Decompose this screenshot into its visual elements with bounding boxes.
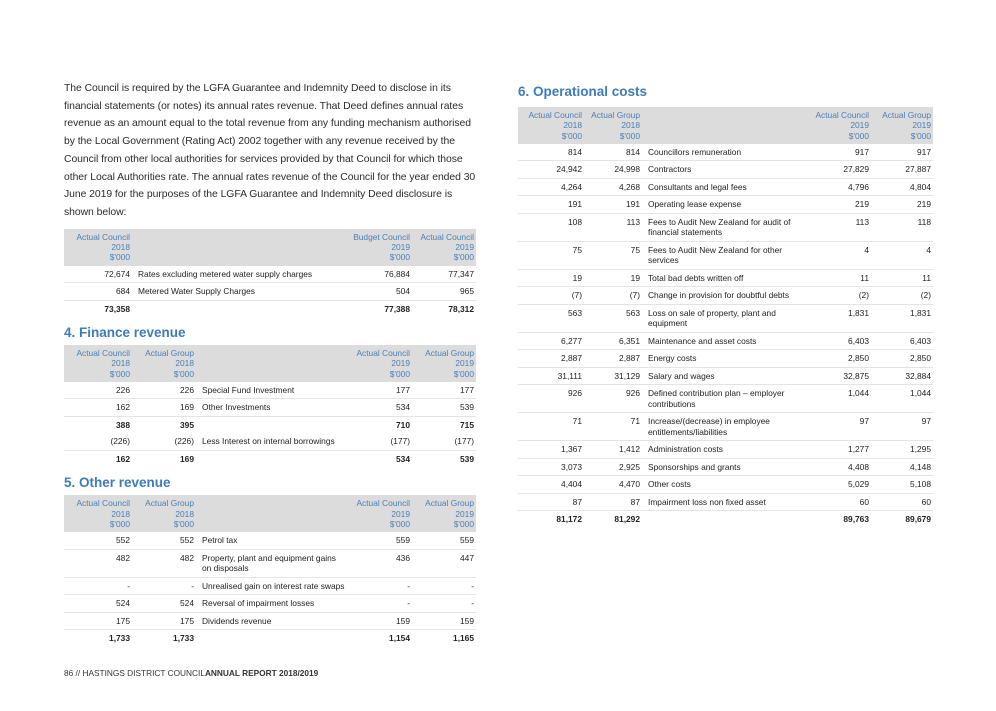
row-value: 2,887 xyxy=(518,350,584,368)
header-line: Actual Group xyxy=(882,110,931,120)
col-header-actual-council-2018 xyxy=(518,107,584,144)
row-value: (7) xyxy=(584,287,642,305)
row-value: 2,850 xyxy=(805,350,871,368)
row-value: 19 xyxy=(584,269,642,287)
row-value: 552 xyxy=(64,532,132,549)
header-line: $'000 xyxy=(389,252,410,263)
col-header-description xyxy=(196,345,348,382)
row-value: (177) xyxy=(348,433,412,450)
row-value: 534 xyxy=(348,399,412,417)
header-line: $'000 xyxy=(453,519,474,529)
row-value: 1,733 xyxy=(109,633,130,644)
row-description xyxy=(196,416,348,433)
row-value: 926 xyxy=(584,385,642,413)
row-value: 395 xyxy=(180,419,194,430)
header-line: 2019 xyxy=(455,241,474,252)
header-line: Actual Group xyxy=(591,110,640,120)
header-line: Actual Council xyxy=(815,110,869,120)
row-value: 113 xyxy=(805,213,871,241)
row-value: 162 xyxy=(116,453,130,464)
row-value: 563 xyxy=(584,304,642,332)
total-row xyxy=(64,630,476,647)
table-row xyxy=(518,350,933,368)
operational-costs-title: 6. Operational costs xyxy=(518,84,648,99)
row-value: 965 xyxy=(412,283,476,301)
row-value: 2,850 xyxy=(871,350,933,368)
row-description: Rates excluding metered water supply charges xyxy=(132,266,345,283)
row-value: 219 xyxy=(805,196,871,214)
row-value: 5,108 xyxy=(871,476,933,494)
row-value: 388 xyxy=(116,419,130,430)
row-value: (2) xyxy=(871,287,933,305)
row-value: - xyxy=(64,577,132,595)
row-value: 4,264 xyxy=(518,178,584,196)
row-value: - xyxy=(348,577,412,595)
other-revenue-table xyxy=(64,495,476,646)
row-value: 6,403 xyxy=(871,332,933,350)
row-value: 191 xyxy=(518,196,584,214)
row-value: 4,804 xyxy=(871,178,933,196)
col-header-actual-group-2018 xyxy=(584,107,642,144)
header-line: 2018 xyxy=(111,358,130,369)
row-value: 5,029 xyxy=(805,476,871,494)
row-description xyxy=(196,450,348,467)
row-value: 73,358 xyxy=(104,303,130,314)
row-value: 1,044 xyxy=(805,385,871,413)
table-header-row xyxy=(64,345,476,382)
header-line: $'000 xyxy=(173,368,194,379)
table-row xyxy=(518,493,933,511)
row-value: 4,470 xyxy=(584,476,642,494)
header-line: Actual Group xyxy=(425,348,474,359)
row-value: 32,884 xyxy=(871,367,933,385)
header-line: 2019 xyxy=(391,508,410,519)
row-value: 81,172 xyxy=(556,514,582,525)
row-value: 31,129 xyxy=(584,367,642,385)
row-value: 191 xyxy=(584,196,642,214)
table-row xyxy=(64,399,476,417)
row-description: Property, plant and equipment gains on disposals xyxy=(196,549,348,577)
row-value: 32,875 xyxy=(805,367,871,385)
row-value: 4,404 xyxy=(518,476,584,494)
left-column xyxy=(64,80,476,647)
row-value: 4,796 xyxy=(805,178,871,196)
header-line: $'000 xyxy=(389,519,410,529)
row-description: Consultants and legal fees xyxy=(642,178,805,196)
table-row xyxy=(518,385,933,413)
row-value: 710 xyxy=(396,419,410,430)
row-value: 175 xyxy=(64,612,132,630)
row-description: Metered Water Supply Charges xyxy=(132,283,345,301)
header-line: Actual Council xyxy=(76,348,130,359)
row-description xyxy=(196,630,348,647)
header-line: Actual Council xyxy=(76,498,130,509)
other-revenue-title: 5. Other revenue xyxy=(64,475,171,491)
row-description: Total bad debts written off xyxy=(642,269,805,287)
row-value: 563 xyxy=(518,304,584,332)
row-value: 219 xyxy=(871,196,933,214)
row-description: Contractors xyxy=(642,161,805,179)
finance-revenue-title: 4. Finance revenue xyxy=(64,325,186,341)
row-value: 4,268 xyxy=(584,178,642,196)
table-row xyxy=(64,382,476,399)
col-header-actual-council-2019 xyxy=(348,345,412,382)
row-value: 72,674 xyxy=(64,266,132,283)
row-value: 159 xyxy=(412,612,476,630)
row-value: 482 xyxy=(64,549,132,577)
row-value: 814 xyxy=(584,144,642,161)
header-line: Actual Council xyxy=(528,110,582,120)
table-row xyxy=(64,577,476,595)
row-value: 436 xyxy=(348,549,412,577)
row-value: 175 xyxy=(132,612,196,630)
row-value: 559 xyxy=(348,532,412,549)
row-value: 1,412 xyxy=(584,441,642,459)
row-value: 926 xyxy=(518,385,584,413)
header-line: Actual Council xyxy=(356,498,410,509)
row-value: 6,277 xyxy=(518,332,584,350)
row-description: Reversal of impairment losses xyxy=(196,595,348,613)
row-value: 78,312 xyxy=(448,303,474,314)
row-value: 1,367 xyxy=(518,441,584,459)
col-header-actual-group-2019 xyxy=(412,495,476,532)
row-value: 11 xyxy=(805,269,871,287)
table-row xyxy=(64,549,476,577)
table-row xyxy=(64,283,476,301)
header-line: Actual Group xyxy=(145,498,194,509)
col-header-actual-council-2018 xyxy=(64,495,132,532)
header-line: 2018 xyxy=(111,241,130,252)
row-description: Defined contribution plan – employer contributions xyxy=(642,385,805,413)
row-description: Dividends revenue xyxy=(196,612,348,630)
col-header-actual-group-2019 xyxy=(871,107,933,144)
col-header-budget-council-2019 xyxy=(345,229,412,266)
page-footer xyxy=(64,668,318,678)
row-value: 77,388 xyxy=(384,303,410,314)
table-row xyxy=(518,367,933,385)
row-value: 60 xyxy=(805,493,871,511)
row-value: 6,351 xyxy=(584,332,642,350)
table-row xyxy=(518,304,933,332)
row-value: 539 xyxy=(412,399,476,417)
header-line: 2019 xyxy=(455,358,474,369)
row-value: 159 xyxy=(348,612,412,630)
header-line: $'000 xyxy=(910,130,931,141)
row-value: 1,277 xyxy=(805,441,871,459)
header-line: 2018 xyxy=(111,508,130,519)
header-line: Actual Council xyxy=(420,231,474,242)
header-line: 2018 xyxy=(175,358,194,369)
row-value: 917 xyxy=(871,144,933,161)
row-description: Impairment loss non fixed asset xyxy=(642,493,805,511)
footer-org: HASTINGS DISTRICT COUNCIL xyxy=(82,668,205,678)
table-row xyxy=(518,332,933,350)
col-header-actual-group-2018 xyxy=(132,495,196,532)
col-header-description xyxy=(642,107,805,144)
row-value: 482 xyxy=(132,549,196,577)
row-value: 11 xyxy=(871,269,933,287)
header-line: $'000 xyxy=(389,368,410,379)
row-value: 113 xyxy=(584,213,642,241)
col-header-actual-council-2018 xyxy=(64,345,132,382)
row-value: 97 xyxy=(871,413,933,441)
row-value: 917 xyxy=(805,144,871,161)
total-row xyxy=(64,450,476,467)
header-line: Actual Group xyxy=(425,498,474,509)
row-value: - xyxy=(348,595,412,613)
row-value: 2,925 xyxy=(584,458,642,476)
row-value: 1,165 xyxy=(453,633,474,644)
row-value: 1,831 xyxy=(805,304,871,332)
row-value: 534 xyxy=(396,453,410,464)
row-value: 1,733 xyxy=(173,633,194,644)
row-description: Sponsorships and grants xyxy=(642,458,805,476)
header-line: $'000 xyxy=(109,368,130,379)
table-row xyxy=(518,413,933,441)
row-value: 559 xyxy=(412,532,476,549)
table-row xyxy=(64,595,476,613)
row-value: 226 xyxy=(132,382,196,399)
row-value: (226) xyxy=(132,433,196,450)
row-description: Petrol tax xyxy=(196,532,348,549)
row-value: 27,829 xyxy=(805,161,871,179)
row-value: 24,942 xyxy=(518,161,584,179)
header-line: Actual Council xyxy=(356,348,410,359)
header-line: 2019 xyxy=(912,120,931,131)
footer-report-title: ANNUAL REPORT 2018/2019 xyxy=(204,668,319,678)
row-value: - xyxy=(132,577,196,595)
row-value: - xyxy=(412,595,476,613)
row-value: 4 xyxy=(805,241,871,269)
header-line: $'000 xyxy=(453,252,474,263)
row-value: 552 xyxy=(132,532,196,549)
row-value: 814 xyxy=(518,144,584,161)
row-value: 31,111 xyxy=(518,367,584,385)
row-description: Administration costs xyxy=(642,441,805,459)
row-value: 76,884 xyxy=(345,266,412,283)
header-line: 2019 xyxy=(391,358,410,369)
table-header-row xyxy=(518,107,933,144)
row-description: Maintenance and asset costs xyxy=(642,332,805,350)
row-value: 75 xyxy=(518,241,584,269)
row-value: 4,408 xyxy=(805,458,871,476)
row-value: 715 xyxy=(460,419,474,430)
row-value: (177) xyxy=(412,433,476,450)
row-value: 504 xyxy=(345,283,412,301)
header-line: Budget Council xyxy=(353,231,410,242)
row-description: Fees to Audit New Zealand for other services xyxy=(642,241,805,269)
table-row xyxy=(518,144,933,161)
col-header-actual-group-2019 xyxy=(412,345,476,382)
col-header-description xyxy=(196,495,348,532)
row-description: Less Interest on internal borrowings xyxy=(196,433,348,450)
row-value: 6,403 xyxy=(805,332,871,350)
row-value: (226) xyxy=(64,433,132,450)
row-value: 3,073 xyxy=(518,458,584,476)
row-description: Salary and wages xyxy=(642,367,805,385)
col-header-actual-group-2018 xyxy=(132,345,196,382)
total-row xyxy=(64,300,476,317)
header-line: 2019 xyxy=(391,241,410,252)
row-value: 81,292 xyxy=(614,514,640,525)
table-row xyxy=(518,196,933,214)
row-value: 2,887 xyxy=(584,350,642,368)
row-value: 1,154 xyxy=(389,633,410,644)
row-value: 226 xyxy=(64,382,132,399)
row-description: Other Investments xyxy=(196,399,348,417)
rates-revenue-table xyxy=(64,229,476,317)
row-value: 89,679 xyxy=(905,514,931,525)
table-row xyxy=(64,266,476,283)
header-line: 2018 xyxy=(621,120,640,131)
header-line: $'000 xyxy=(561,130,582,141)
row-value: 539 xyxy=(460,453,474,464)
header-line: $'000 xyxy=(109,519,130,529)
row-value: 177 xyxy=(412,382,476,399)
row-value: 524 xyxy=(132,595,196,613)
table-header-row xyxy=(64,495,476,532)
row-value: 108 xyxy=(518,213,584,241)
row-value: 27,887 xyxy=(871,161,933,179)
total-row xyxy=(518,511,933,528)
table-row xyxy=(518,476,933,494)
row-value: 75 xyxy=(584,241,642,269)
row-value: 177 xyxy=(348,382,412,399)
row-value: 24,998 xyxy=(584,161,642,179)
table-row xyxy=(64,532,476,549)
header-line: $'000 xyxy=(453,368,474,379)
row-value: 1,831 xyxy=(871,304,933,332)
table-row xyxy=(518,178,933,196)
row-value: 71 xyxy=(584,413,642,441)
row-value: 1,044 xyxy=(871,385,933,413)
row-value: (2) xyxy=(805,287,871,305)
right-column xyxy=(518,80,933,528)
operational-costs-table xyxy=(518,107,933,528)
row-description: Special Fund Investment xyxy=(196,382,348,399)
row-value: (7) xyxy=(518,287,584,305)
table-row xyxy=(64,612,476,630)
row-value: 684 xyxy=(64,283,132,301)
row-value: 169 xyxy=(180,453,194,464)
col-header-actual-council-2019 xyxy=(805,107,871,144)
col-header-actual-council-2019 xyxy=(348,495,412,532)
row-description xyxy=(132,300,345,317)
intro-paragraph: The Council is required by the LGFA Guarantee and Indemnity Deed to disclose in its financial statements (or notes) its annual rates revenue. That Deed defines annual rates revenue as an amount equal to the total revenue from any funding mechanism authorised by the Local Government (Rating Act) 2002 together with any revenue received by the Council from other local authorities for services provided by that Council for which those other Local Authorities rate. The annual rates revenue of the Council for the year ended 30 June 2019 for the purposes of the LGFA Guarantee and Indemnity Deed disclosure is shown below: xyxy=(64,83,476,218)
header-line: Actual Council xyxy=(76,231,130,242)
table-row xyxy=(518,441,933,459)
row-value: 89,763 xyxy=(843,514,869,525)
header-line: Actual Group xyxy=(145,348,194,359)
row-value: 4 xyxy=(871,241,933,269)
row-value: 60 xyxy=(871,493,933,511)
row-description: Energy costs xyxy=(642,350,805,368)
total-row xyxy=(64,416,476,433)
page-number: 86 // xyxy=(64,668,81,678)
row-value: 162 xyxy=(64,399,132,417)
header-line: $'000 xyxy=(109,252,130,263)
header-line: $'000 xyxy=(619,130,640,141)
row-value: 4,148 xyxy=(871,458,933,476)
col-header-description xyxy=(132,229,345,266)
table-row xyxy=(518,241,933,269)
row-description: Loss on sale of property, plant and equipment xyxy=(642,304,805,332)
table-header-row xyxy=(64,229,476,266)
table-row xyxy=(518,213,933,241)
row-description: Councillors remuneration xyxy=(642,144,805,161)
table-row xyxy=(518,269,933,287)
finance-revenue-table xyxy=(64,345,476,467)
row-description: Unrealised gain on interest rate swaps xyxy=(196,577,348,595)
row-description: Change in provision for doubtful debts xyxy=(642,287,805,305)
row-description: Fees to Audit New Zealand for audit of financial statements xyxy=(642,213,805,241)
table-row xyxy=(64,433,476,450)
row-description xyxy=(642,511,805,528)
row-value: 87 xyxy=(518,493,584,511)
table-row xyxy=(518,458,933,476)
row-value: 71 xyxy=(518,413,584,441)
header-line: $'000 xyxy=(848,130,869,141)
table-row xyxy=(518,287,933,305)
header-line: 2019 xyxy=(455,508,474,519)
row-value: 118 xyxy=(871,213,933,241)
header-line: $'000 xyxy=(173,519,194,529)
row-description: Operating lease expense xyxy=(642,196,805,214)
row-value: 77,347 xyxy=(412,266,476,283)
row-value: 447 xyxy=(412,549,476,577)
row-value: 87 xyxy=(584,493,642,511)
col-header-actual-council-2019 xyxy=(412,229,476,266)
header-line: 2018 xyxy=(563,120,582,131)
col-header-actual-council-2018 xyxy=(64,229,132,266)
row-value: 97 xyxy=(805,413,871,441)
row-value: 524 xyxy=(64,595,132,613)
header-line: 2018 xyxy=(175,508,194,519)
header-line: 2019 xyxy=(850,120,869,131)
row-value: 169 xyxy=(132,399,196,417)
row-description: Increase/(decrease) in employee entitlements/liabilities xyxy=(642,413,805,441)
row-value: 1,295 xyxy=(871,441,933,459)
row-value: - xyxy=(412,577,476,595)
row-value: 19 xyxy=(518,269,584,287)
table-row xyxy=(518,161,933,179)
row-description: Other costs xyxy=(642,476,805,494)
